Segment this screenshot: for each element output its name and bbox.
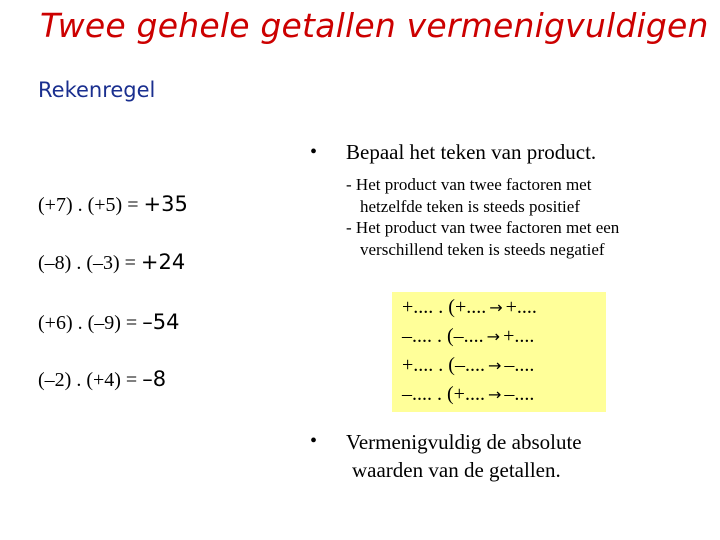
sign-rules — [346, 174, 619, 260]
sign-row-left: +.... . (–.... — [402, 354, 485, 376]
sign-row — [402, 296, 537, 319]
bullet-icon: • — [310, 141, 318, 163]
arrow-right-icon: → — [487, 385, 502, 404]
rule-line: hetzelfde teken is steeds positief — [360, 196, 580, 216]
arrow-right-icon: → — [489, 298, 503, 317]
example-expression: (–8) . (–3) = — [38, 252, 141, 274]
example-3 — [38, 310, 179, 335]
example-4 — [38, 367, 166, 392]
slide-title: Twee gehele getallen vermenigvuldigen — [40, 6, 709, 45]
arrow-right-icon: → — [487, 356, 502, 375]
example-answer: +24 — [140, 250, 186, 274]
bullet-line: Vermenigvuldig de absolute — [346, 430, 582, 454]
example-2 — [38, 250, 185, 275]
slide-subtitle: Rekenregel — [38, 78, 156, 102]
example-expression: (+7) . (+5) = — [38, 194, 144, 216]
sign-row-left: –.... . (+.... — [402, 383, 485, 405]
sign-row-left: +.... . (+.... — [402, 296, 487, 318]
bullet-line: waarden van de getallen. — [352, 458, 561, 482]
example-answer: +35 — [143, 192, 188, 216]
sign-row-right: –.... — [504, 383, 535, 405]
sign-row-right: +.... — [503, 325, 535, 347]
example-expression: (+6) . (–9) = — [38, 312, 143, 334]
bullet-text-sign: Bepaal het teken van product. — [346, 140, 597, 164]
example-answer: –8 — [142, 367, 167, 391]
rule-line: - Het product van twee factoren met — [346, 175, 592, 194]
example-answer: –54 — [142, 310, 180, 334]
sign-row — [402, 383, 534, 406]
arrow-right-icon: → — [486, 327, 501, 346]
rule-line: - Het product van twee factoren met een — [346, 218, 620, 237]
bullet-icon: • — [310, 430, 318, 452]
sign-table-box — [392, 292, 606, 412]
sign-row — [402, 354, 534, 377]
example-expression: (–2) . (+4) = — [38, 369, 143, 391]
sign-row-right: +.... — [505, 296, 537, 318]
rule-line: verschillend teken is steeds negatief — [360, 239, 605, 259]
bullet-text-absolute — [346, 428, 582, 484]
example-1 — [38, 192, 188, 217]
sign-row-left: –.... . (–.... — [402, 325, 484, 347]
sign-row-right: –.... — [504, 354, 535, 376]
sign-row — [402, 325, 534, 348]
